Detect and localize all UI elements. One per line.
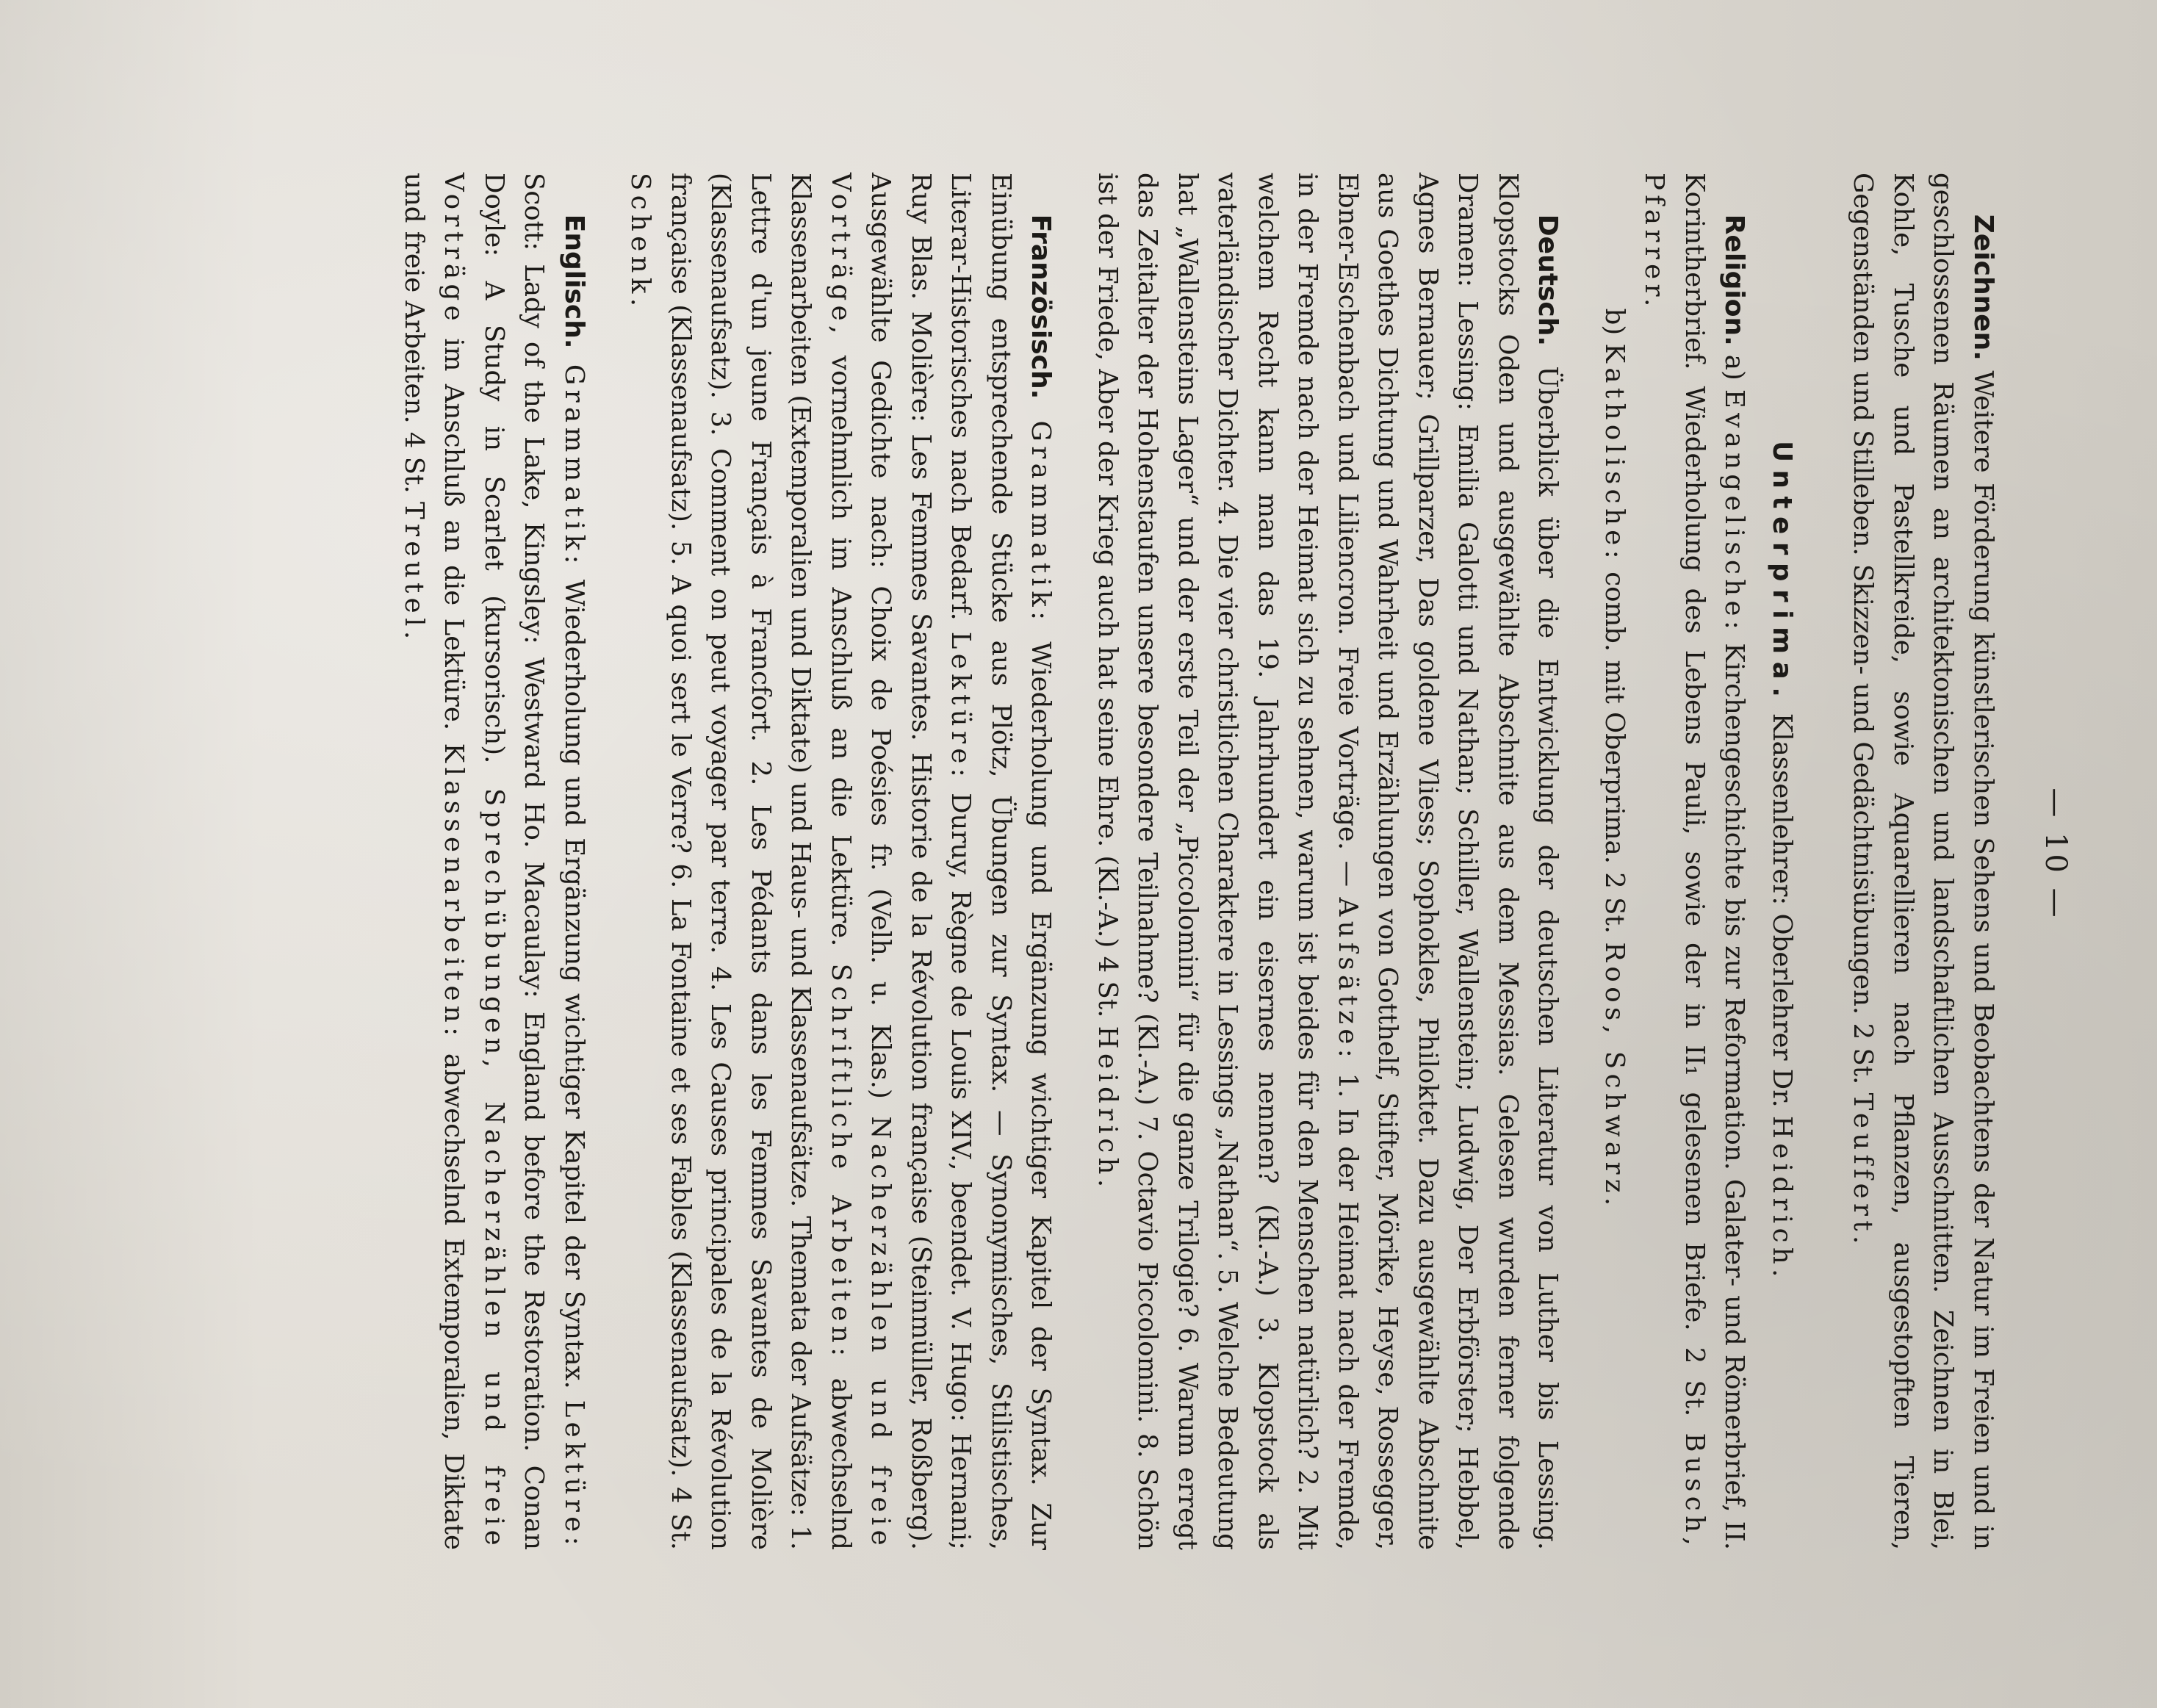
religion-a-teacher: Busch, Pfarrer. bbox=[1639, 173, 1710, 1550]
deutsch-text: Überblick über die Entwicklung der deutschen Literatur von Luther bis Lessing. Klopstocks Oden und ausgewählte Abschnite aus dem Messias. Gelesen wurden ferner folgende Dramen: Lessing: Emilia Galotti und Nathan; Schiller, Wallenstein; Ludwig, Der Erbförster; Hebbel, Agnes Bernauer; Grillparzer, Das goldene Vliess; Sophokles, Philoktet. Dazu ausgewählte Abschnite aus Goethes Dichtung und Wahrheit und Erzählungen von Gotthelf, Stifter, Mörike, Heyse, Rossegger, Ebner-Eschenbach und Liliencron. Freie Vorträge. — bbox=[1333, 173, 1563, 1550]
englisch-sprech-label: Sprechübungen, Nacherzählen und freie Vorträge bbox=[439, 173, 509, 1550]
franzoesisch-heading: Französisch. bbox=[1026, 214, 1056, 400]
franzoesisch-lektuere-label: Lektüre: bbox=[946, 631, 976, 782]
religion-katholisch bbox=[1594, 173, 1635, 1550]
spacer bbox=[1061, 173, 1087, 1550]
religion-b-label: b) bbox=[1599, 308, 1630, 344]
unterprima-heading bbox=[1762, 173, 1802, 1550]
religion-b-sub: Katholische: bbox=[1599, 343, 1630, 563]
franzoesisch-teacher: Schenk. bbox=[625, 173, 656, 311]
unterprima-title: Unterprima. bbox=[1767, 441, 1797, 705]
zeichnen-teacher: Teuffert. bbox=[1848, 1092, 1879, 1249]
franzoesisch-arbeiten-text: abwechselnd Klassenarbeiten (Extemporalien und Diktate) und Haus- und Klassenaufsätze. Themata der Aufsätze: 1. Lettre d'un jeune Français à Francfort. 2. Les Pédants dans les Femmes Savantes de Molière (Klassenaufsatz). 3. Comment on peut voyager par terre. 4. Les Causes principales de la Révolution française (Klassenaufsatz). 5. A quoi sert le Verre? 6. La Fontaine et ses Fables (Klassenaufsatz). 4 St. bbox=[666, 173, 856, 1550]
zeichnen-section bbox=[1843, 173, 2003, 1550]
page-number: — 10 — bbox=[2039, 788, 2073, 920]
franzoesisch-grammatik-text: Wiederholung und Ergänzung wichtiger Kapitel der Syntax. Zur Einübung entsprechende Stücke aus Plötz, Übungen zur Syntax. — Synonymisches, Stilistisches, Literar-Historisches nach Bedarf. bbox=[946, 173, 1056, 1551]
religion-b-teacher: Roos, Schwarz. bbox=[1599, 942, 1630, 1211]
spacer bbox=[594, 173, 620, 1550]
deutsch-section bbox=[1087, 173, 1568, 1550]
zeichnen-heading: Zeichnen. bbox=[1968, 214, 1998, 361]
englisch-grammatik-label: Grammatik: bbox=[559, 348, 589, 569]
englisch-klassen-text: abwechselnd Extemporalien, Diktate und freie Arbeiten. 4 St. bbox=[399, 173, 469, 1550]
religion-a-label: a) bbox=[1719, 345, 1750, 389]
franzoesisch-nach-label: Nacherzählen und freie Vorträge, bbox=[826, 173, 896, 1550]
deutsch-heading: Deutsch. bbox=[1533, 214, 1563, 347]
deutsch-teacher: Heidrich. bbox=[1092, 1026, 1123, 1192]
englisch-teacher: Treutel. bbox=[399, 501, 429, 644]
spacer bbox=[1568, 173, 1594, 1550]
religion-b-text: comb. mit Oberprima. 2 St. bbox=[1599, 563, 1630, 943]
franzoesisch-section bbox=[620, 173, 1061, 1550]
religion-evangelisch bbox=[1634, 173, 1754, 1550]
religion-heading: Religion. bbox=[1719, 214, 1750, 346]
englisch-heading: Englisch. bbox=[559, 214, 589, 349]
franzoesisch-grammatik-label: Grammatik: bbox=[1026, 399, 1056, 625]
franzoesisch-arbeiten-label: Schriftliche Arbeiten: bbox=[826, 963, 856, 1361]
englisch-lektuere-text: Scott: Lady of the Lake, Kingsley: Westward Ho. Macaulay: England before the Restoration. Conan Doyle: A Study in Scarlet (kursorisch). bbox=[479, 173, 550, 1550]
englisch-section bbox=[394, 173, 594, 1550]
englisch-sprech-text: im Anschluß an die Lektüre. bbox=[439, 325, 469, 743]
unterprima-teacher: Heidrich. bbox=[1767, 1115, 1797, 1282]
englisch-lektuere-label: Lektüre: bbox=[559, 1399, 589, 1551]
franzoesisch-nach-text: vornehmlich im Anschluß an die Lektüre. bbox=[826, 338, 856, 964]
unterprima-subtitle: Klassenlehrer: Oberlehrer Dr. bbox=[1767, 705, 1797, 1116]
religion-a-text: Kirchengeschichte bis zur Reformation. Galater- und Römerbrief, II. Korintherbrief. Wiederholung des Lebens Pauli, sowie der in II₁ gelesenen Briefe. 2 St. bbox=[1679, 173, 1750, 1550]
englisch-grammatik-text: Wiederholung und Ergänzung wichtiger Kapitel der Syntax. bbox=[559, 568, 589, 1400]
deutsch-aufsaetze-text: 1. In der Heimat nach der Fremde, in der Fremde nach der Heimat sich zu sehnen, warum ist beides für den Menschen natürlich? 2. Mit welchem Recht kann man das 19. Jahrhundert ein eisernes nennen? (Kl.-A.) 3. Klopstock als vaterländischer Dichter. 4. Die vier christlichen Charaktere in Lessings „Nathan“. 5. Welche Bedeutung hat „Wallensteins Lager“ und der erste Teil der „Piccolomini“ für die ganze Trilogie? 6. Warum erregt das Zeitalter der Hohenstaufen unsere besondere Teilnahme? (Kl.-A.) 7. Octavio Piccolomini. 8. Schön ist der Friede, Aber der Krieg auch hat seine Ehre. (Kl.-A.) 4 St. bbox=[1092, 173, 1363, 1550]
franzoesisch-lektuere-text: Duruy, Règne de Louis XIV., beendet. V. Hugo: Hernani; Ruy Blas. Molière: Les Femmes Savantes. Historie de la Révolution française (Steinmüller, Roßberg). Ausgewählte Gedichte nach: Choix de Poésies fr. (Velh. u. Klas.) bbox=[865, 173, 976, 1550]
page-body bbox=[394, 173, 2003, 1550]
deutsch-aufsaetze-label: Aufsätze: bbox=[1333, 897, 1363, 1063]
religion-a-sub: Evangelische: bbox=[1719, 389, 1750, 635]
englisch-klassen-label: Klassenarbeiten: bbox=[439, 743, 469, 1041]
zeichnen-text: Weitere Förderung künstlerischen Sehens und Beobachtens der Natur im Freien und in geschlossenen Räumen an architektonischen und landschaftlichen Ausschnitten. Zeichnen in Blei, Kohle, Tusche und Pastellkreide, sowie Aquarellieren nach Pflanzen, ausgestopften Tieren, Gegenständen und Stilleben. Skizzen- und Gedächtnisübungen. 2 St. bbox=[1848, 173, 1998, 1550]
